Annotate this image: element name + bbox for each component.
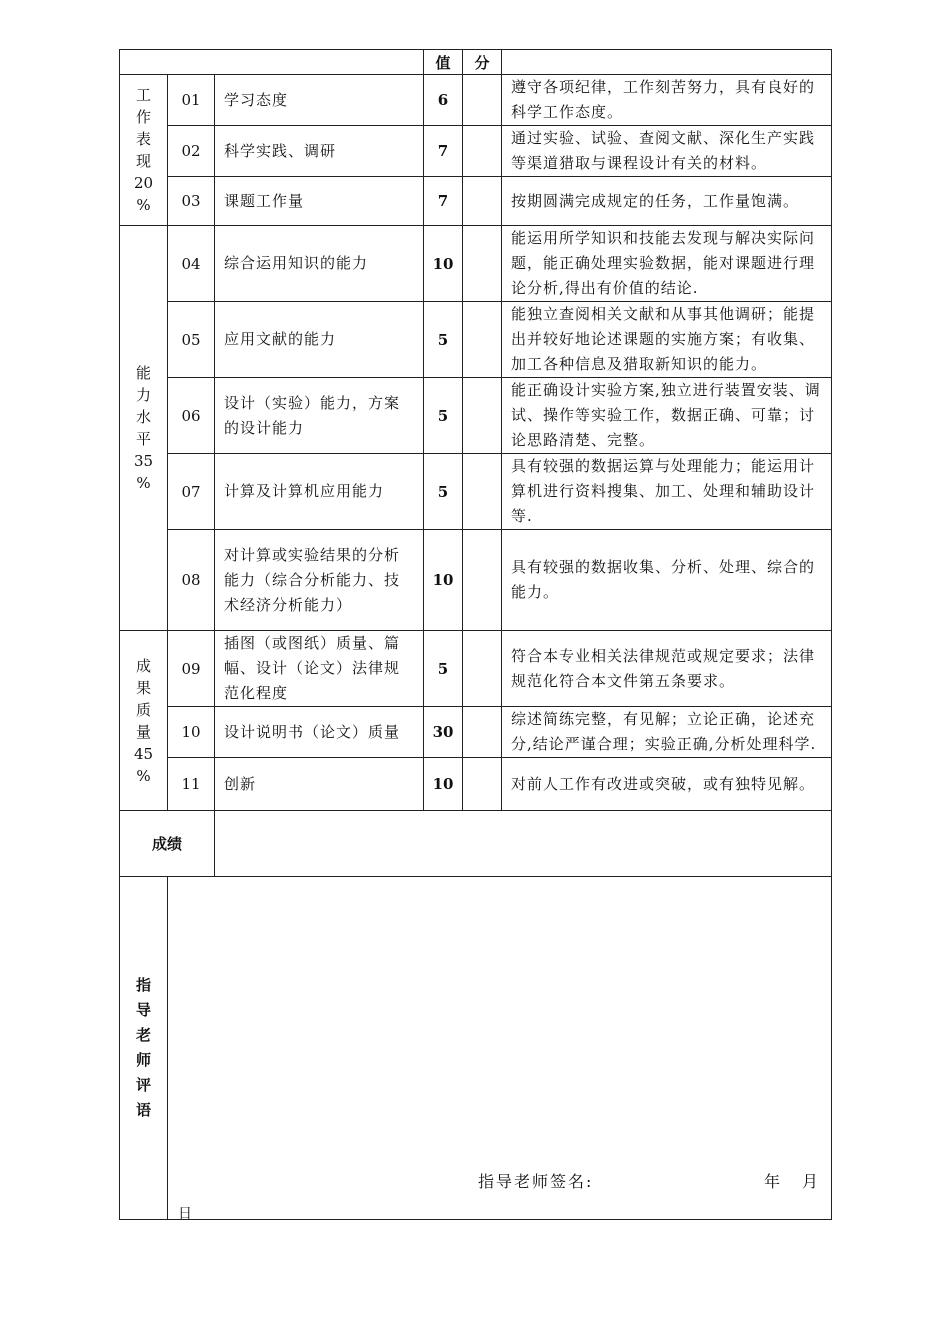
signature-label: 指导老师签名: [478, 1172, 594, 1191]
row-standard: 具有较强的数据运算与处理能力；能运用计算机进行资料搜集、加工、处理和辅助设计等. [502, 454, 832, 530]
table-row [120, 631, 832, 707]
row-number: 06 [168, 378, 215, 454]
score-input-cell[interactable] [463, 177, 502, 226]
row-value: 10 [424, 758, 463, 811]
table-row [120, 454, 832, 530]
row-number: 08 [168, 530, 215, 631]
row-value: 5 [424, 631, 463, 707]
date-month-label: 月 [802, 1172, 819, 1191]
row-number: 02 [168, 126, 215, 177]
row-number: 01 [168, 75, 215, 126]
table-row [120, 226, 832, 302]
score-input-cell[interactable] [463, 758, 502, 811]
row-standard: 能独立查阅相关文献和从事其他调研；能提出并较好地论述课题的实施方案；有收集、加工各种信息及猎取新知识的能力。 [502, 302, 832, 378]
row-item: 科学实践、调研 [215, 126, 424, 177]
row-item: 计算及计算机应用能力 [215, 454, 424, 530]
row-item: 创新 [215, 758, 424, 811]
row-standard: 遵守各项纪律，工作刻苦努力，具有良好的科学工作态度。 [502, 75, 832, 126]
table-row [120, 758, 832, 811]
row-standard: 能运用所学知识和技能去发现与解决实际问题，能正确处理实验数据，能对课题进行理论分析,得出有价值的结论. [502, 226, 832, 302]
row-item: 应用文献的能力 [215, 302, 424, 378]
row-number: 03 [168, 177, 215, 226]
score-input-cell[interactable] [463, 707, 502, 758]
row-value: 5 [424, 454, 463, 530]
comment-label: 指 导 老 师 评 语 [120, 877, 168, 1220]
row-item: 设计（实验）能力，方案的设计能力 [215, 378, 424, 454]
row-value: 7 [424, 126, 463, 177]
score-input-cell[interactable] [463, 631, 502, 707]
table-row [120, 75, 832, 126]
date-day-label: 日 [178, 1206, 192, 1222]
score-input-cell[interactable] [463, 454, 502, 530]
table-row [120, 126, 832, 177]
row-standard: 按期圆满完成规定的任务，工作量饱满。 [502, 177, 832, 226]
row-value: 10 [424, 226, 463, 302]
row-number: 04 [168, 226, 215, 302]
row-item: 插图（或图纸）质量、篇幅、设计（论文）法律规范化程度 [215, 631, 424, 707]
row-number: 11 [168, 758, 215, 811]
row-value: 5 [424, 302, 463, 378]
row-value: 7 [424, 177, 463, 226]
row-standard: 能正确设计实验方案,独立进行装置安装、调试、操作等实验工作，数据正确、可靠；讨论思路清楚、完整。 [502, 378, 832, 454]
category-work-performance: 工 作 表 现 20 % [120, 75, 168, 226]
row-standard: 对前人工作有改进或突破，或有独特见解。 [502, 758, 832, 811]
row-standard: 通过实验、试验、查阅文献、深化生产实践等渠道猎取与课程设计有关的材料。 [502, 126, 832, 177]
row-item: 综合运用知识的能力 [215, 226, 424, 302]
score-input-cell[interactable] [463, 126, 502, 177]
category-result-quality: 成 果 质 量 45 % [120, 631, 168, 811]
grading-table [119, 49, 832, 1220]
category-ability-level: 能 力 水 平 35 % [120, 226, 168, 631]
row-number: 05 [168, 302, 215, 378]
table-row [120, 378, 832, 454]
score-input-cell[interactable] [463, 302, 502, 378]
row-value: 10 [424, 530, 463, 631]
row-number: 10 [168, 707, 215, 758]
comment-area[interactable] [168, 877, 832, 1220]
score-input-cell[interactable] [463, 378, 502, 454]
row-standard: 符合本专业相关法律规范或规定要求；法律规范化符合本文件第五条要求。 [502, 631, 832, 707]
row-number: 09 [168, 631, 215, 707]
table-row [120, 530, 832, 631]
score-header: 分 [463, 50, 502, 75]
row-number: 07 [168, 454, 215, 530]
result-row [120, 811, 832, 877]
score-input-cell[interactable] [463, 530, 502, 631]
row-item: 对计算或实验结果的分析能力（综合分析能力、技术经济分析能力） [215, 530, 424, 631]
row-value: 30 [424, 707, 463, 758]
result-label: 成绩 [120, 811, 215, 877]
value-header: 值 [424, 50, 463, 75]
score-input-cell[interactable] [463, 75, 502, 126]
row-standard: 综述简练完整，有见解；立论正确，论述充分,结论严谨合理；实验正确,分析处理科学. [502, 707, 832, 758]
table-row [120, 707, 832, 758]
row-item: 设计说明书（论文）质量 [215, 707, 424, 758]
row-value: 5 [424, 378, 463, 454]
row-item: 课题工作量 [215, 177, 424, 226]
row-value: 6 [424, 75, 463, 126]
comment-row [120, 877, 832, 1220]
table-row [120, 177, 832, 226]
table-header-row [120, 50, 832, 75]
score-input-cell[interactable] [463, 226, 502, 302]
row-standard: 具有较强的数据收集、分析、处理、综合的能力。 [502, 530, 832, 631]
table-row [120, 302, 832, 378]
result-input-cell[interactable] [215, 811, 832, 877]
date-year-label: 年 [764, 1172, 781, 1191]
row-item: 学习态度 [215, 75, 424, 126]
